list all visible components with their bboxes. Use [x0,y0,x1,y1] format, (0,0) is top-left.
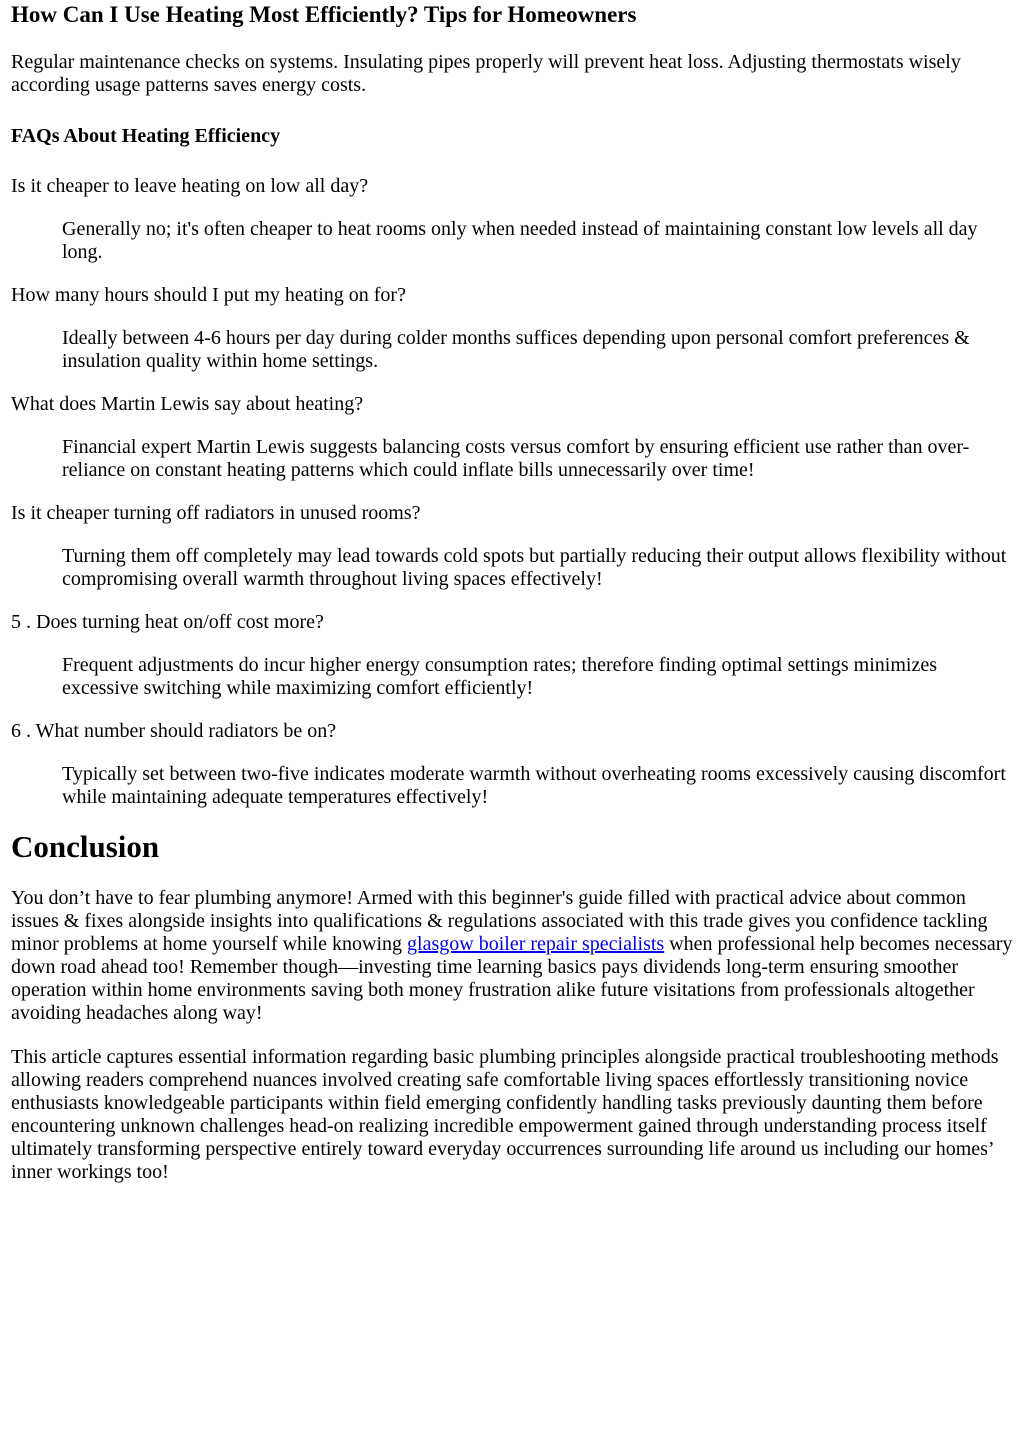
faq-question: What does Martin Lewis say about heating? [11,393,364,415]
faq-answer: Frequent adjustments do incur higher energy consumption rates; therefore finding optimal settings minimizes excessive switching while maximizing comfort efficiently! [62,654,937,699]
faq-question: 6 . What number should radiators be on? [11,720,337,742]
faq-answer: Ideally between 4-6 hours per day during colder months suffices depending upon personal comfort preferences & insulation quality within home settings. [62,327,970,372]
boiler-repair-link[interactable]: glasgow boiler repair specialists [407,933,665,955]
faq-item [11,393,1014,482]
conclusion-paragraph-1 [11,887,1014,1025]
faq-question: Is it cheaper turning off radiators in unused rooms? [11,502,421,524]
section-title: How Can I Use Heating Most Efficiently? Tips for Homeowners [11,2,637,27]
faq-question: Is it cheaper to leave heating on low all day? [11,175,369,197]
faq-item [11,175,1014,264]
conclusion-text-after-link: when professional help becomes necessary down road ahead too! Remember though—investing time learning basics pays dividends long-term ensuring smoother operation within home environments saving both money frustration alike future visitations from professionals altogether avoiding headaches along way! [11,933,1013,1024]
intro-paragraph: Regular maintenance checks on systems. Insulating pipes properly will prevent heat loss. Adjusting thermostats wisely according usage patterns saves energy costs. [11,51,961,96]
conclusion-text-before-link: You don’t have to fear plumbing anymore! Armed with this beginner's guide filled with practical advice about common issues & fixes alongside insights into qualifications & regulations associated with this trade gives you confidence tackling minor problems at home yourself while knowing [11,887,988,955]
faq-heading: FAQs About Heating Efficiency [11,125,281,147]
faq-answer: Typically set between two-five indicates moderate warmth without overheating rooms excessively causing discomfort while maintaining adequate temperatures effectively! [62,763,1006,808]
faq-question: 5 . Does turning heat on/off cost more? [11,611,324,633]
faq-item [11,611,1014,700]
conclusion-title: Conclusion [11,829,160,864]
faq-answer: Financial expert Martin Lewis suggests balancing costs versus comfort by ensuring efficient use rather than over-reliance on constant heating patterns which could inflate bills unnecessarily over time! [62,436,970,481]
faq-list [11,175,1014,809]
faq-item [11,720,1014,809]
faq-item [11,284,1014,373]
faq-question: How many hours should I put my heating on for? [11,284,406,306]
faq-answer: Turning them off completely may lead towards cold spots but partially reducing their output allows flexibility without compromising overall warmth throughout living spaces effectively! [62,545,1007,590]
faq-item [11,502,1014,591]
conclusion-paragraph-2: This article captures essential information regarding basic plumbing principles alongside practical troubleshooting methods allowing readers comprehend nuances involved creating safe comfortable living spaces effortlessly transitioning novice enthusiasts knowledgeable participants within field emerging confidently handling tasks previously daunting them before encountering unknown challenges head-on realizing incredible empowerment gained through understanding process itself ultimately transforming perspective entirely toward everyday occurrences surrounding life around us including our homes’ inner workings too! [11,1046,999,1183]
faq-answer: Generally no; it's often cheaper to heat rooms only when needed instead of maintaining constant low levels all day long. [62,218,978,263]
